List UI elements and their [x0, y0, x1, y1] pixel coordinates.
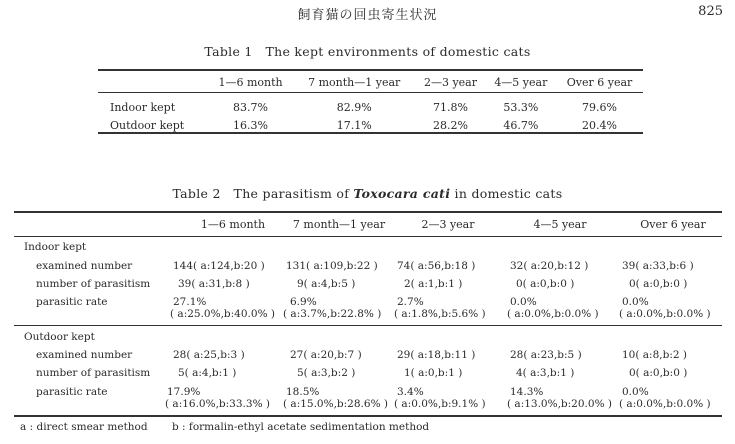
table2-caption-suffix: in domestic cats — [450, 186, 563, 201]
table2-cell: 4( a:3,b:1 ) — [516, 367, 575, 379]
table2-cell-detail: ( a:15.0%,b:28.6% ) — [283, 398, 388, 410]
table2-row-label-rate: parasitic rate — [36, 386, 108, 398]
table1-cell: 20.4% — [582, 118, 617, 132]
table2-col-header: 4—5 year — [533, 218, 587, 231]
table2-cell-detail: ( a:13.0%,b:20.0% ) — [507, 398, 612, 410]
table2-caption — [0, 186, 735, 201]
table1-col-header: 2—3 year — [423, 75, 478, 89]
table1-top-rule — [98, 69, 643, 71]
table2-cell-detail: ( a:25.0%,b:40.0% ) — [170, 308, 275, 320]
table2-section-rule — [14, 325, 722, 326]
table2-cell: 6.9% — [290, 296, 317, 308]
table1-cell: 71.8% — [433, 100, 468, 114]
table2-cell-detail: ( a:0.0%,b:9.1% ) — [394, 398, 486, 410]
table2-cell: 29( a:18,b:11 ) — [397, 349, 476, 361]
table2-cell: 18.5% — [286, 386, 320, 398]
table2-cell: 39( a:31,b:8 ) — [178, 278, 250, 290]
table2-footnote-a: a : direct smear method — [20, 421, 148, 433]
table2-cell-detail: ( a:0.0%,b:0.0% ) — [507, 308, 599, 320]
table2-bottom-rule — [14, 415, 722, 417]
page-header-title: 飼育猫の回虫寄生状況 — [297, 8, 438, 23]
table2-col-header: 2—3 year — [421, 218, 475, 231]
table2-footnote-b: b : formalin-ethyl acetate sedimentation method — [172, 421, 430, 433]
table2-cell: 32( a:20,b:12 ) — [510, 260, 589, 272]
table2-section-title: Outdoor kept — [24, 331, 95, 343]
table2-cell: 9( a:4,b:5 ) — [297, 278, 356, 290]
table2-row-label-rate: parasitic rate — [36, 296, 108, 308]
table2-cell-detail: ( a:16.0%,b:33.3% ) — [165, 398, 270, 410]
table2-cell: 39( a:33,b:6 ) — [622, 260, 694, 272]
table1-cell: 53.3% — [503, 100, 539, 114]
table1 — [98, 72, 643, 134]
table2-row-label-parasitism: number of parasitism — [36, 278, 151, 290]
table1-row-label: Outdoor kept — [110, 118, 185, 132]
page-number: 825 — [698, 4, 723, 19]
table2-cell: 10( a:8,b:2 ) — [622, 349, 687, 361]
table2-col-header: Over 6 year — [640, 218, 706, 231]
table1-cell: 79.6% — [582, 100, 617, 114]
table1-col-header: 1—6 month — [218, 75, 283, 89]
table2-cell: 27( a:20,b:7 ) — [290, 349, 362, 361]
table2-cell: 28( a:25,b:3 ) — [173, 349, 245, 361]
table1-row-label: Indoor kept — [110, 100, 176, 114]
table2-row-label-examined: examined number — [36, 260, 133, 272]
table2-cell: 131( a:109,b:22 ) — [286, 260, 378, 272]
table1-cell: 28.2% — [433, 118, 468, 132]
table2-top-rule — [14, 211, 722, 213]
table2-cell: 2.7% — [397, 296, 424, 308]
table2-section-title: Indoor kept — [24, 241, 87, 253]
table2-caption-prefix: Table 2 The parasitism of — [172, 186, 354, 201]
table1-col-header: 4—5 year — [494, 75, 548, 89]
table2-cell: 0( a:0,b:0 ) — [629, 367, 688, 379]
table2-cell: 17.9% — [167, 386, 201, 398]
table2-cell: 0( a:0,b:0 ) — [516, 278, 575, 290]
table1-header-row — [98, 72, 643, 92]
table2-cell: 74( a:56,b:18 ) — [397, 260, 476, 272]
table1-bottom-rule — [98, 132, 643, 134]
table1-cell: 17.1% — [336, 118, 372, 132]
table1-cell: 83.7% — [233, 100, 268, 114]
table2-cell-detail: ( a:3.7%,b:22.8% ) — [283, 308, 382, 320]
table1-caption: Table 1 The kept environments of domestic cats — [204, 44, 531, 59]
table2-row-label-parasitism: number of parasitism — [36, 367, 151, 379]
table1-cell: 82.9% — [336, 100, 372, 114]
table2-cell: 5( a:4,b:1 ) — [178, 367, 237, 379]
table2-cell-detail: ( a:0.0%,b:0.0% ) — [619, 398, 711, 410]
table1-col-header: 7 month—1 year — [308, 75, 401, 89]
table2-header-rule — [14, 236, 722, 237]
table2-cell: 0.0% — [622, 296, 649, 308]
table2-cell: 1( a:0,b:1 ) — [404, 367, 463, 379]
table2-col-header: 1—6 month — [200, 218, 266, 231]
table2-cell: 28( a:23,b:5 ) — [510, 349, 582, 361]
table2-col-header: 7 month—1 year — [292, 218, 386, 231]
table2-cell: 3.4% — [397, 386, 424, 398]
table2-cell: 0.0% — [510, 296, 537, 308]
table2-cell-detail: ( a:1.8%,b:5.6% ) — [394, 308, 486, 320]
table1-cell: 46.7% — [503, 118, 539, 132]
table1-cell: 16.3% — [233, 118, 268, 132]
table2-cell: 0.0% — [622, 386, 649, 398]
table2-cell: 144( a:124,b:20 ) — [173, 260, 265, 272]
table2-cell: 14.3% — [510, 386, 544, 398]
table2-cell-detail: ( a:0.0%,b:0.0% ) — [619, 308, 711, 320]
table1-row — [98, 98, 643, 116]
table1-corner-cell — [98, 72, 208, 92]
table2-row-label-examined: examined number — [36, 349, 133, 361]
table1-col-header: Over 6 year — [566, 75, 633, 89]
table2-cell: 2( a:1,b:1 ) — [404, 278, 463, 290]
table2-cell: 0( a:0,b:0 ) — [629, 278, 688, 290]
table2-cell: 27.1% — [173, 296, 207, 308]
table2-caption-species: Toxocara cati — [353, 186, 451, 201]
table2-cell: 5( a:3,b:2 ) — [297, 367, 356, 379]
table1-header-rule — [98, 92, 643, 93]
